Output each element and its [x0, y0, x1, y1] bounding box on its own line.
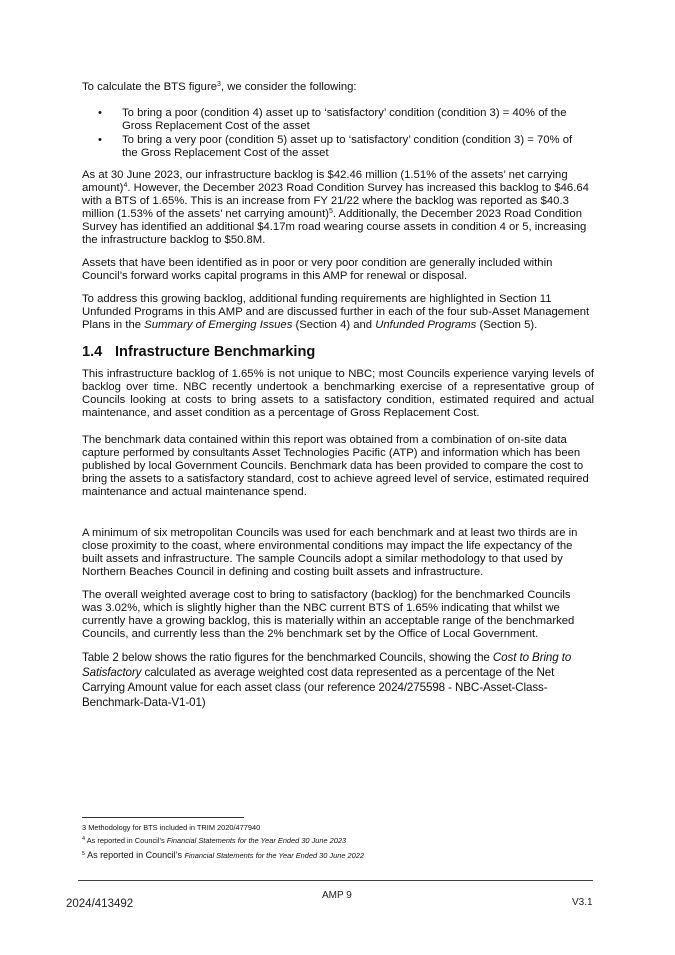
text-line: Councils, and currently less than the 2% benchmark set by the Office of Local Government. — [82, 628, 539, 640]
emphasis-cost-to-bring: Cost to Bring to — [492, 651, 572, 664]
text-line — [82, 651, 571, 666]
text-line: bring the assets to a satisfactory standard, cost to achieve agreed level of service, estimated required — [82, 473, 589, 485]
text-line: The benchmark data contained within this report was obtained from a combination of on-site data — [82, 434, 567, 446]
text-span: . However, the December 2023 Road Condition Survey has increased this backlog to $46.64 — [127, 182, 589, 194]
footnote-ref-4[interactable]: 4 — [123, 182, 128, 189]
text-line: Assets that have been identified as in poor or very poor condition are generally included within — [82, 257, 553, 269]
text-line: currently have a growing backlog, this is materially within an acceptable range of the benchmarked — [82, 615, 575, 627]
text-line: As at 30 June 2023, our infrastructure backlog is $42.46 million (1.51% of the assets’ net carrying — [82, 169, 568, 181]
footnote-mark: 5 — [82, 851, 86, 857]
bullet-1-line-1: To bring a poor (condition 4) asset up to ‘satisfactory’ condition (condition 3) = 40% of the — [122, 107, 567, 119]
text-span: (Section 5). — [476, 319, 538, 331]
footnote-mark: 3 — [82, 823, 87, 832]
text-line: A minimum of six metropolitan Councils was used for each benchmark and at least two thirds are in — [82, 527, 578, 539]
text-line: Northern Beaches Council in defining and costing built assets and infrastructure. — [82, 566, 484, 578]
footnote-text: As reported in Council’s — [86, 836, 167, 845]
text-line: The overall weighted average cost to bring to satisfactory (backlog) for the benchmarked Councils — [82, 589, 571, 601]
intro-paragraph — [82, 81, 357, 94]
intro-tail: , we consider the following: — [220, 81, 357, 93]
text-line — [82, 208, 582, 221]
footnote-mark: 4 — [82, 836, 86, 842]
text-span: Table 2 below shows the ratio figures for the benchmarked Councils, showing the — [82, 651, 493, 664]
text-line: with a BTS of 1.65%. This is an increase from FY 21/22 where the backlog was reported as $40.3 — [82, 195, 569, 207]
text-span: Plans in the — [82, 319, 145, 331]
footnote-separator — [82, 817, 244, 818]
footnote-5 — [82, 850, 364, 860]
text-line: To address this growing backlog, additional funding requirements are highlighted in Section 11 — [82, 293, 552, 305]
intro-text: To calculate the BTS figure — [82, 81, 218, 93]
footer-page-number: AMP 9 — [322, 890, 352, 901]
text-line — [82, 666, 554, 681]
section-title: Infrastructure Benchmarking — [115, 344, 316, 360]
text-line: maintenance, and asset condition as a percentage of Gross Replacement Cost. — [82, 407, 480, 419]
text-line: Councils looking at costs to bring assets to a satisfactory condition, estimated required and actual — [82, 394, 594, 406]
bullet-1-line-2: Gross Replacement Cost of the asset — [122, 120, 310, 132]
footnote-emphasis: Financial Statements for the Year Ended 30 June 2022 — [184, 851, 364, 860]
footnote-ref-5[interactable]: 5 — [328, 208, 333, 215]
text-line — [82, 182, 589, 195]
text-line: capture performed by consultants Asset Technologies Pacific (ATP) and information which has been — [82, 447, 581, 459]
text-line: Survey has identified an additional $4.17m road wearing course assets in condition 4 or 5, increasing — [82, 221, 587, 233]
bullet-2-line-2: the Gross Replacement Cost of the asset — [122, 147, 329, 159]
bullet-dot-icon: • — [98, 107, 102, 119]
footer-document-reference: 2024/413492 — [66, 898, 134, 910]
footer-separator — [78, 880, 593, 881]
text-line: maintenance and actual maintenance spend. — [82, 486, 307, 498]
section-heading — [82, 344, 315, 360]
emphasis-satisfactory: Satisfactory — [82, 666, 142, 679]
text-line: built assets and infrastructure. The sample Councils adopt a similar methodology to that used by — [82, 553, 563, 565]
text-span: calculated as average weighted cost data represented as a percentage of the Net — [141, 666, 555, 679]
footnote-emphasis: Financial Statements for the Year Ended 30 June 2023 — [166, 836, 347, 845]
footnote-text: Methodology for BTS included in TRIM 2020/477940 — [88, 823, 261, 832]
emphasis-summary-emerging-issues: Summary of Emerging Issues — [144, 319, 293, 331]
text-line — [82, 319, 537, 332]
text-span: amount) — [82, 182, 124, 194]
section-number: 1.4 — [82, 344, 103, 360]
text-span: . Additionally, the December 2023 Road Condition — [332, 208, 582, 220]
text-span: (Section 4) and — [292, 319, 376, 331]
text-line: This infrastructure backlog of 1.65% is not unique to NBC; most Councils experience varying levels of — [82, 368, 594, 380]
text-line: was 3.02%, which is slightly higher than the NBC current BTS of 1.65% indicating that whilst we — [82, 602, 560, 614]
footnote-text: As reported in Council’s — [87, 850, 185, 860]
text-line: close proximity to the coast, where environmental conditions may impact the life expectancy of the — [82, 540, 573, 552]
text-line: published by local Government Councils. Benchmark data has been provided to compare the cost to — [82, 460, 584, 472]
footnote-4 — [82, 836, 346, 845]
footer-version: V3.1 — [572, 897, 593, 908]
text-line: backlog over time. NBC recently undertook a benchmarking exercise of a representative group of — [82, 381, 594, 393]
emphasis-unfunded-programs: Unfunded Programs — [375, 319, 477, 331]
text-line: Benchmark-Data-V1-01) — [82, 696, 206, 709]
text-line: Carrying Amount value for each asset class (our reference 2024/275598 - NBC-Asset-Class- — [82, 681, 548, 694]
text-line: Council’s forward works capital programs in this AMP for renewal or disposal. — [82, 270, 468, 282]
text-line: Unfunded Programs in this AMP and are discussed further in each of the four sub-Asset Management — [82, 306, 590, 318]
text-line: the infrastructure backlog to $50.8M. — [82, 234, 266, 246]
bullet-dot-icon: • — [98, 134, 102, 146]
bullet-2-line-1: To bring a very poor (condition 5) asset up to ‘satisfactory’ condition (condition 3) = 70% of — [122, 134, 573, 146]
text-span: million (1.53% of the assets’ net carrying amount) — [82, 208, 329, 220]
footnote-3 — [82, 823, 260, 832]
footnote-ref-3[interactable]: 3 — [217, 81, 221, 88]
